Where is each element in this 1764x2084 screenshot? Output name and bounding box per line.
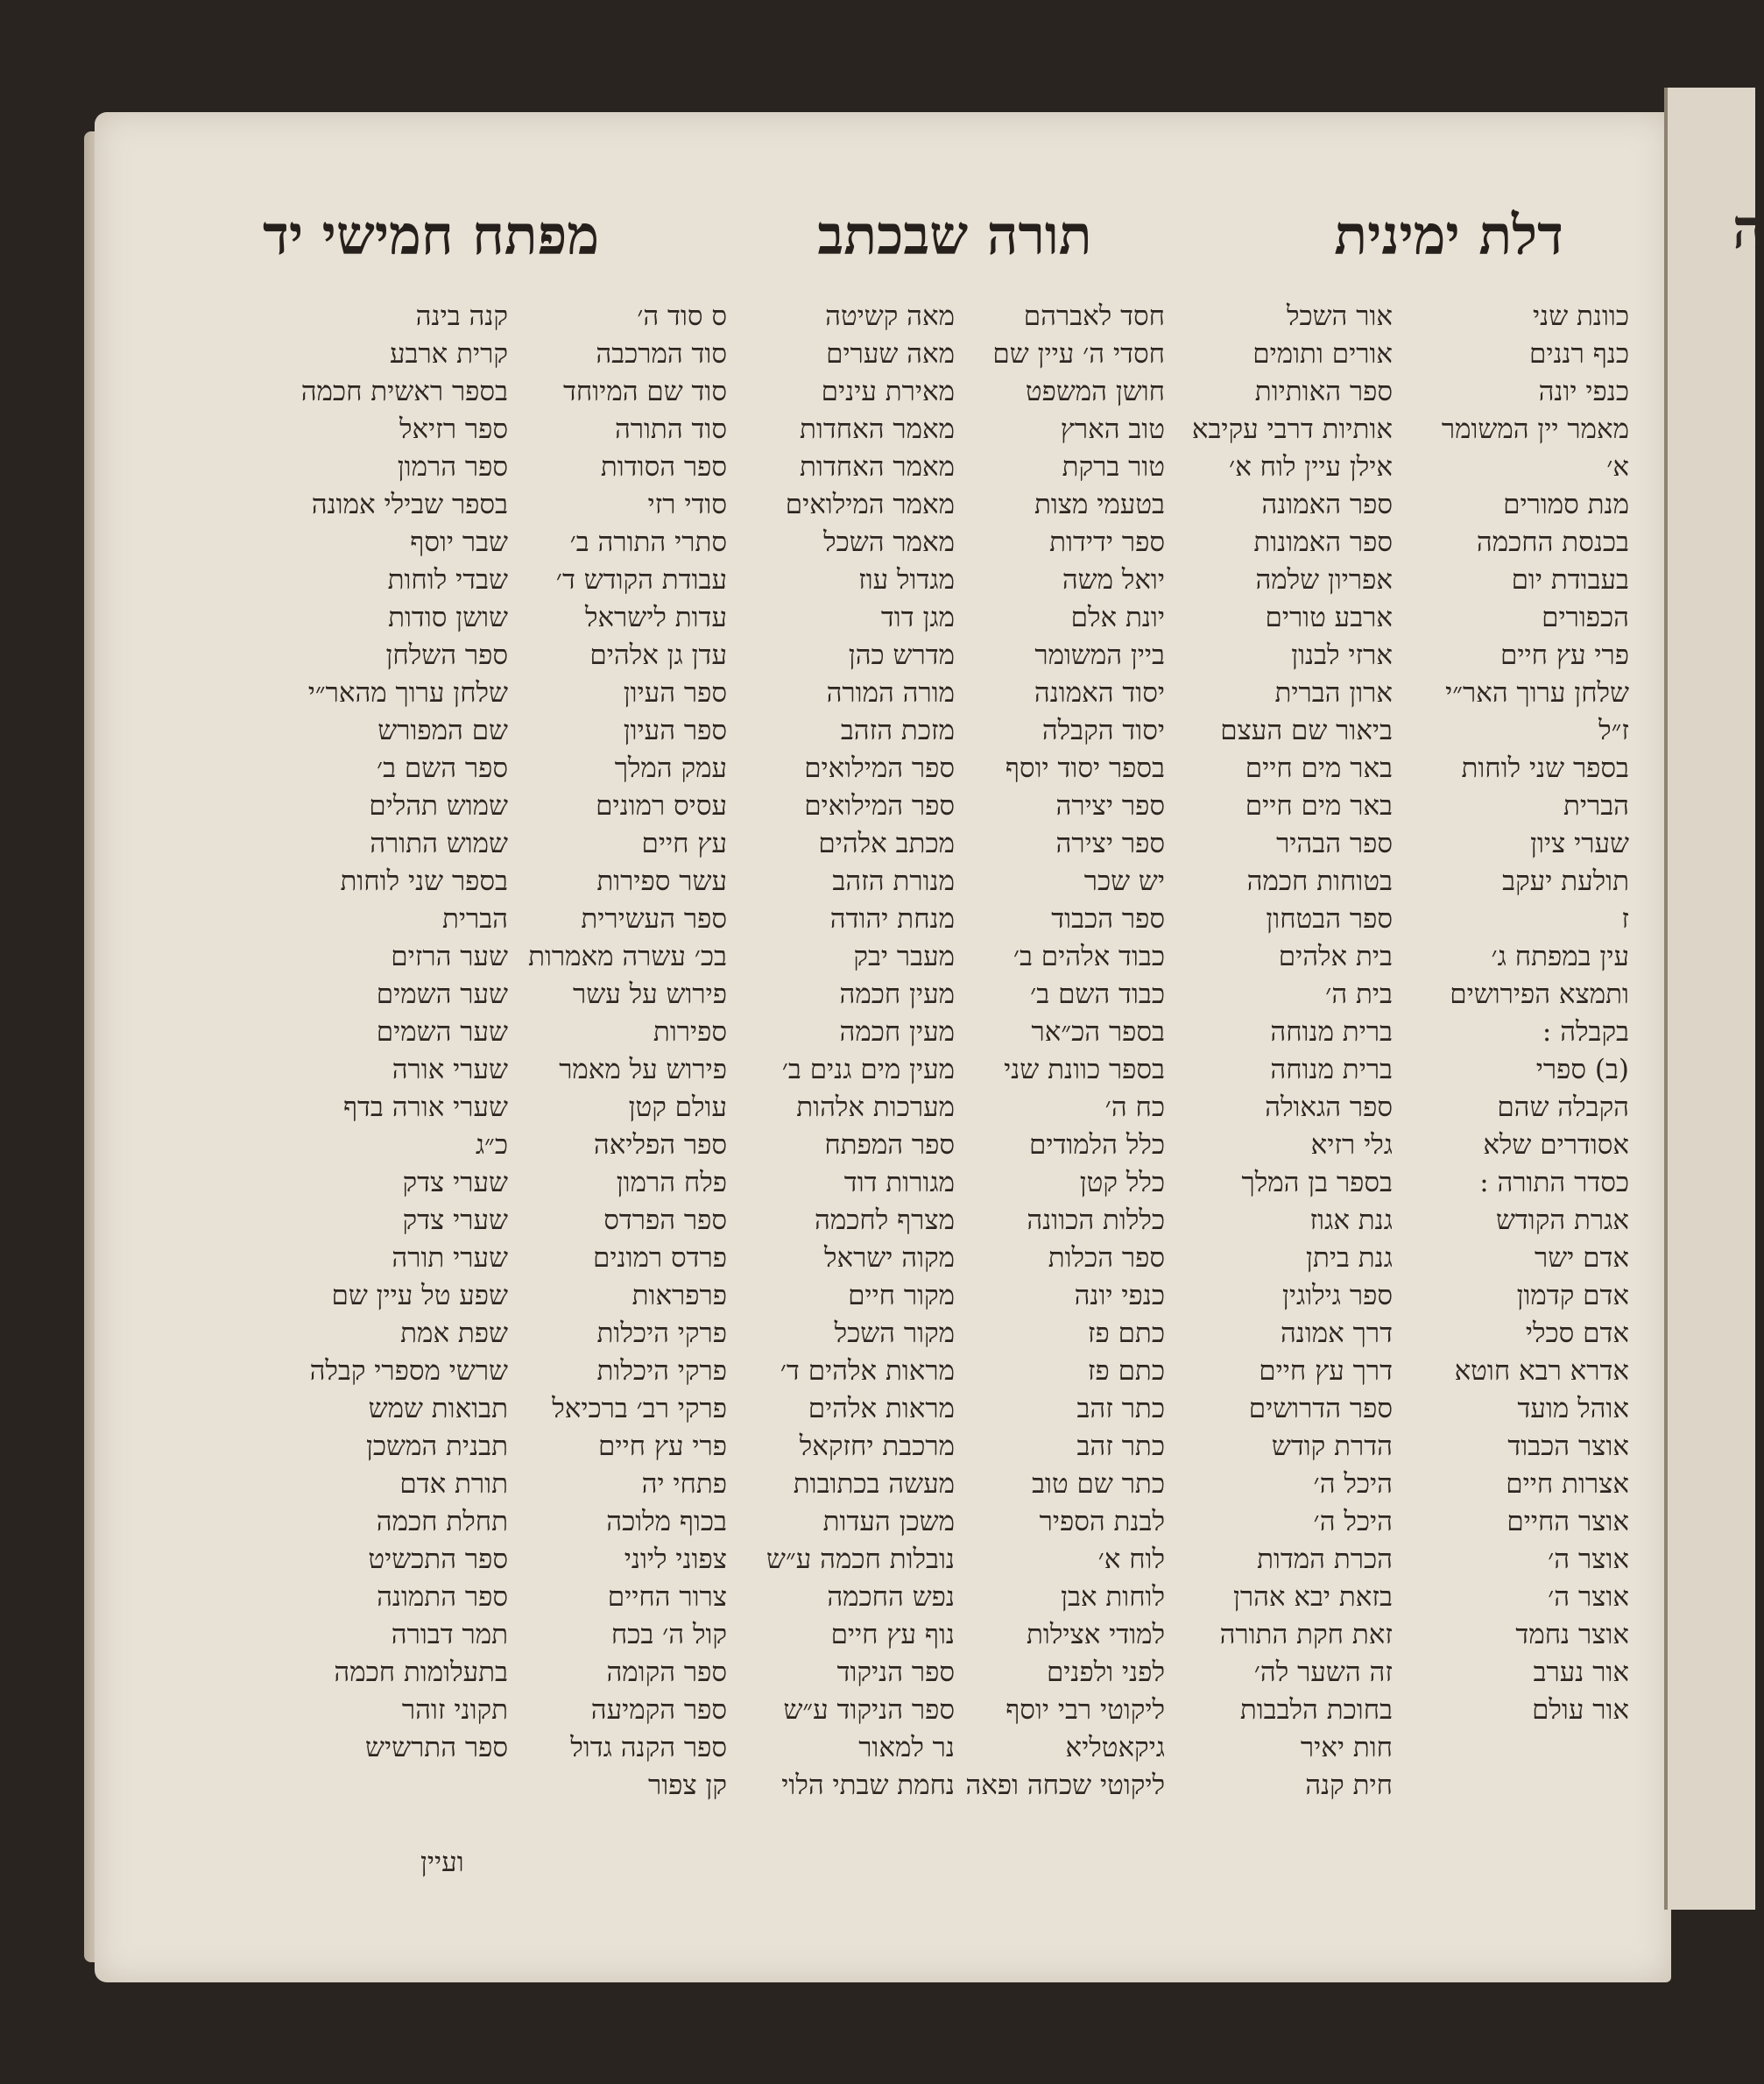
entry: שערי צדק bbox=[402, 1167, 508, 1198]
entry: מצרף לחכמה bbox=[815, 1204, 955, 1236]
entry: הדרת קודש bbox=[1271, 1431, 1393, 1462]
entry: דרך אמונה bbox=[1280, 1318, 1393, 1349]
entry: ספר הניקוד bbox=[836, 1657, 955, 1688]
entry: צפוני ליוני bbox=[624, 1544, 727, 1575]
entry: בטעמי מצות bbox=[1034, 489, 1165, 520]
entry: למודי אצילות bbox=[1026, 1619, 1165, 1650]
entry: חות יאיר bbox=[1300, 1732, 1393, 1763]
entry: קול ה׳ בכח bbox=[610, 1619, 727, 1650]
entry: ספר יצירה bbox=[1055, 790, 1165, 822]
entry: עמק המלך bbox=[614, 752, 727, 784]
entry: ספר הכבוד bbox=[1051, 903, 1165, 935]
entry: הברית bbox=[1563, 790, 1629, 822]
entry: גיקאטליא bbox=[1065, 1732, 1165, 1763]
entry: מעשה בכתובות bbox=[793, 1468, 955, 1500]
entry: שם המפורש bbox=[377, 715, 508, 746]
entry: מנת סמורים bbox=[1503, 489, 1629, 520]
column-1 bbox=[1384, 298, 1629, 1729]
entry: פרי עץ חיים bbox=[1500, 639, 1629, 671]
entry: ספר הסודות bbox=[600, 451, 727, 483]
entry: פרפראות bbox=[632, 1280, 727, 1311]
entry: מערכות אלהות bbox=[796, 1091, 955, 1123]
header-center: תורה שבכתב bbox=[817, 203, 1092, 267]
entry: מאמר יין המשומר bbox=[1441, 413, 1629, 445]
entry: שלחן ערוך מהאר״י bbox=[307, 677, 508, 709]
entry: ברית מנוחה bbox=[1270, 1016, 1393, 1048]
entry: אור עולם bbox=[1532, 1694, 1629, 1726]
entry: ספר השם ב׳ bbox=[376, 752, 508, 784]
entry: ביין המשומר bbox=[1034, 639, 1165, 671]
entry: ספירות bbox=[653, 1016, 727, 1048]
entry: באר מים חיים bbox=[1245, 752, 1393, 784]
entry: כתר שם טוב bbox=[1032, 1468, 1165, 1500]
entry: אוצר ה׳ bbox=[1548, 1581, 1629, 1613]
entry: ספר הגאולה bbox=[1265, 1091, 1393, 1123]
entry: מאמר האחדות bbox=[800, 413, 955, 445]
entry: מדרש כהן bbox=[848, 639, 955, 671]
entry: תמר דבורה bbox=[391, 1619, 508, 1650]
entry: שער השמים bbox=[376, 1016, 508, 1048]
entry: כתר זהב bbox=[1076, 1431, 1165, 1462]
entry: מראות אלהים ד׳ bbox=[780, 1355, 955, 1387]
adjacent-page bbox=[1664, 88, 1755, 1910]
entry: קרית ארבע bbox=[389, 338, 508, 370]
entry: לפני ולפנים bbox=[1046, 1657, 1165, 1688]
entry: ז bbox=[1621, 903, 1629, 935]
entry: ספר האמונה bbox=[1261, 489, 1393, 520]
entry: אפריון שלמה bbox=[1255, 564, 1393, 596]
entry: יסוד הקבלה bbox=[1041, 715, 1165, 746]
entry: סוד התורה bbox=[614, 413, 727, 445]
entry: מקור השכל bbox=[834, 1318, 955, 1349]
entry: שמוש התורה bbox=[370, 828, 508, 859]
entry: אוצר הכבוד bbox=[1507, 1431, 1629, 1462]
entry: הכפורים bbox=[1542, 602, 1629, 633]
column-4 bbox=[718, 298, 955, 1805]
entry: מעין חכמה bbox=[839, 978, 955, 1010]
entry: אורים ותומים bbox=[1252, 338, 1393, 370]
entry: שושן סודות bbox=[388, 602, 508, 633]
entry: פרי עץ חיים bbox=[598, 1431, 727, 1462]
entry: ספר הקנה גדול bbox=[570, 1732, 727, 1763]
entry: יש שכר bbox=[1083, 865, 1165, 897]
entry: תולעת יעקב bbox=[1502, 865, 1629, 897]
entry: פרקי היכלות bbox=[596, 1318, 727, 1349]
entry: מקור חיים bbox=[848, 1280, 955, 1311]
entry: שפת אמת bbox=[400, 1318, 508, 1349]
entry: כתם פז bbox=[1087, 1355, 1165, 1387]
entry: ספר רזיאל bbox=[399, 413, 508, 445]
entry: זאת חקת התורה bbox=[1219, 1619, 1393, 1650]
entry: מגן דוד bbox=[880, 602, 955, 633]
entry: בספר שני לוחות bbox=[1461, 752, 1629, 784]
entry: שערי ציון bbox=[1530, 828, 1629, 859]
entry: יסוד האמונה bbox=[1034, 677, 1165, 709]
entry: בקבלה : bbox=[1542, 1016, 1629, 1048]
entry: עין במפתח ג׳ bbox=[1491, 941, 1629, 972]
entry: הברית bbox=[441, 903, 508, 935]
entry: (ב) ספרי bbox=[1535, 1054, 1629, 1085]
entry: שער הרזים bbox=[391, 941, 508, 972]
entry: זה השער לה׳ bbox=[1253, 1657, 1393, 1688]
entry: נר למאור bbox=[858, 1732, 955, 1763]
column-6 bbox=[272, 298, 508, 1767]
entry: כתר זהב bbox=[1076, 1393, 1165, 1424]
entry: ליקוטי שכחה ופאה bbox=[965, 1770, 1165, 1801]
catchword: ועיין bbox=[420, 1847, 464, 1878]
entry: ספר הדרושים bbox=[1248, 1393, 1393, 1424]
entry: כ״ג bbox=[475, 1129, 508, 1161]
entry: ספר התמונה bbox=[377, 1581, 508, 1613]
entry: לוח א׳ bbox=[1097, 1544, 1165, 1575]
entry: קן צפור bbox=[648, 1770, 727, 1801]
entry: פרדס רמונים bbox=[593, 1242, 727, 1274]
entry: כסדר התורה : bbox=[1479, 1167, 1629, 1198]
entry: ותמצא הפירושים bbox=[1450, 978, 1629, 1010]
entry: ספר המילואים bbox=[804, 790, 955, 822]
entry: מאירת עינים bbox=[821, 376, 955, 407]
entry: חית קנה bbox=[1305, 1770, 1393, 1801]
entry: תבנית המשכן bbox=[365, 1431, 508, 1462]
entry: חסד לאברהם bbox=[1023, 300, 1165, 332]
entry: עבודת הקודש ד׳ bbox=[555, 564, 727, 596]
entry: כנפי יונה bbox=[1074, 1280, 1165, 1311]
entry: אסודרים שלא bbox=[1483, 1129, 1629, 1161]
entry: ביאור שם העצם bbox=[1220, 715, 1393, 746]
entry: סתרי התורה ב׳ bbox=[569, 526, 727, 558]
entry: בספר ראשית חכמה bbox=[300, 376, 508, 407]
entry: מזכת הזהב bbox=[840, 715, 955, 746]
entry: פרקי רב׳ ברכיאל bbox=[552, 1393, 727, 1424]
entry: הקבלה שהם bbox=[1497, 1091, 1629, 1123]
entry: תחלת חכמה bbox=[376, 1506, 508, 1537]
entry: בספר הכ״אר bbox=[1031, 1016, 1165, 1048]
entry: ספר גילוגין bbox=[1281, 1280, 1393, 1311]
entry: ספר הרמון bbox=[397, 451, 508, 483]
entry: ספר התרשיש bbox=[365, 1732, 508, 1763]
entry: ספר האותיות bbox=[1254, 376, 1393, 407]
entry: עדן גן אלהים bbox=[589, 639, 727, 671]
entry: ברית מנוחה bbox=[1270, 1054, 1393, 1085]
entry: ס סוד ה׳ bbox=[637, 300, 727, 332]
column-2 bbox=[1147, 298, 1393, 1805]
entry: שפע טל עיין שם bbox=[331, 1280, 508, 1311]
entry: ארון הברית bbox=[1274, 677, 1393, 709]
entry: ספר העיון bbox=[623, 677, 727, 709]
entry: מרכבת יחזקאל bbox=[799, 1431, 955, 1462]
entry: כבוד השם ב׳ bbox=[1030, 978, 1165, 1010]
entry: היכל ה׳ bbox=[1313, 1468, 1393, 1500]
entry: אילן עיין לוח א׳ bbox=[1229, 451, 1393, 483]
entry: אדם ישר bbox=[1534, 1242, 1629, 1274]
entry: ספר הבהיר bbox=[1276, 828, 1393, 859]
entry: מאמר השכל bbox=[823, 526, 955, 558]
entry: בכוף מלוכה bbox=[606, 1506, 727, 1537]
entry: שבדי לוחות bbox=[387, 564, 508, 596]
entry: ספר הכלות bbox=[1048, 1242, 1165, 1274]
entry: ספר הקומה bbox=[606, 1657, 727, 1688]
entry: מגדול עוז bbox=[858, 564, 955, 596]
entry: כלל קטן bbox=[1079, 1167, 1165, 1198]
entry: שרשי מספרי קבלה bbox=[309, 1355, 508, 1387]
entry: עולם קטן bbox=[628, 1091, 727, 1123]
entry: אוצר נחמד bbox=[1515, 1619, 1629, 1650]
entry: סוד המרכבה bbox=[596, 338, 727, 370]
entry: בית אלהים bbox=[1278, 941, 1393, 972]
entry: כבוד אלהים ב׳ bbox=[1013, 941, 1165, 972]
entry: שערי צדק bbox=[402, 1204, 508, 1236]
entry: א׳ bbox=[1606, 451, 1629, 483]
entry: הכרת המדות bbox=[1257, 1544, 1393, 1575]
entry: פירוש על מאמר bbox=[559, 1054, 727, 1085]
entry: שמוש תהלים bbox=[369, 790, 508, 822]
column-3 bbox=[937, 298, 1165, 1805]
entry: תורת אדם bbox=[399, 1468, 508, 1500]
entry: מעין חכמה bbox=[839, 1016, 955, 1048]
entry: ספר הבטחון bbox=[1266, 903, 1393, 935]
entry: אדם קדמון bbox=[1516, 1280, 1629, 1311]
entry: קנה בינה bbox=[415, 300, 508, 332]
entry: שבר יוסף bbox=[410, 526, 508, 558]
entry: שערי אורה bbox=[392, 1054, 508, 1085]
entry: באר מים חיים bbox=[1245, 790, 1393, 822]
entry: משכן העדות bbox=[822, 1506, 955, 1537]
entry: נחמת שבתי הלוי bbox=[781, 1770, 955, 1801]
entry: מעבר יבק bbox=[853, 941, 955, 972]
entry: מנורת הזהב bbox=[832, 865, 955, 897]
entry: בכ׳ עשרה מאמרות bbox=[528, 941, 727, 972]
entry: ספר יצירה bbox=[1055, 828, 1165, 859]
entry: אור השכל bbox=[1286, 300, 1393, 332]
entry: גלי רזיא bbox=[1310, 1129, 1393, 1161]
entry: לוחות אבן bbox=[1061, 1581, 1165, 1613]
entry: ספר העיון bbox=[623, 715, 727, 746]
adjacent-page-text: ה bbox=[1732, 197, 1764, 261]
entry: אגרת הקודש bbox=[1495, 1204, 1629, 1236]
entry: מעין מים גנים ב׳ bbox=[781, 1054, 955, 1085]
entry: ז״ל bbox=[1598, 715, 1629, 746]
entry: מאה שערים bbox=[826, 338, 955, 370]
entry: עץ חיים bbox=[641, 828, 727, 859]
entry: מורה המורה bbox=[826, 677, 955, 709]
entry: אוצר החיים bbox=[1506, 1506, 1629, 1537]
entry: ספר הקמיעה bbox=[590, 1694, 727, 1726]
entry: עשר ספירות bbox=[596, 865, 727, 897]
entry: גנת אגוז bbox=[1309, 1204, 1393, 1236]
entry: חושן המשפט bbox=[1025, 376, 1165, 407]
header-right: דלת ימינית bbox=[1334, 203, 1563, 267]
header-left: מפתח חמישי יד bbox=[263, 203, 600, 267]
entry: אדרא רבא חוטא bbox=[1454, 1355, 1629, 1387]
entry: צרור החיים bbox=[607, 1581, 727, 1613]
entry: פתחי יה bbox=[641, 1468, 727, 1500]
entry: עדות לישראל bbox=[584, 602, 727, 633]
entry: נפש החכמה bbox=[827, 1581, 955, 1613]
entry: פלח הרמון bbox=[616, 1167, 727, 1198]
entry: כנף רננים bbox=[1528, 338, 1629, 370]
entry: שער השמים bbox=[376, 978, 508, 1010]
entry: חסדי ה׳ עיין שם bbox=[992, 338, 1165, 370]
entry: בעבודת יום bbox=[1511, 564, 1629, 596]
entry: כתם פז bbox=[1087, 1318, 1165, 1349]
entry: לבנת הספיר bbox=[1039, 1506, 1165, 1537]
entry: אדם סכלי bbox=[1525, 1318, 1629, 1349]
entry: בספר שבילי אמונה bbox=[311, 489, 508, 520]
entry: ספר השלחן bbox=[385, 639, 508, 671]
entry: כח ה׳ bbox=[1104, 1091, 1165, 1123]
entry: פרקי היכלות bbox=[596, 1355, 727, 1387]
entry: בספר יסוד יוסף bbox=[1005, 752, 1165, 784]
entry: נוף עץ חיים bbox=[830, 1619, 955, 1650]
entry: מכתב אלהים bbox=[818, 828, 955, 859]
entry: עסיס רמונים bbox=[596, 790, 727, 822]
entry: כללות הכוונה bbox=[1027, 1204, 1165, 1236]
entry: ספר הפליאה bbox=[593, 1129, 727, 1161]
entry: בטוחות חכמה bbox=[1246, 865, 1393, 897]
entry: שערי תורה bbox=[392, 1242, 508, 1274]
entry: בספר בן המלך bbox=[1241, 1167, 1393, 1198]
entry: טור ברקת bbox=[1062, 451, 1165, 483]
entry: ספר האמונות bbox=[1253, 526, 1393, 558]
entry: כלל הלמודים bbox=[1028, 1129, 1165, 1161]
entry: ספר הניקוד ע״ש bbox=[783, 1694, 955, 1726]
entry: שערי אורה בדף bbox=[342, 1091, 508, 1123]
entry: בחוכת הלבבות bbox=[1239, 1694, 1393, 1726]
entry: ארבע טורים bbox=[1265, 602, 1393, 633]
entry: ארזי לבנון bbox=[1291, 639, 1393, 671]
entry: אוצר ה׳ bbox=[1548, 1544, 1629, 1575]
entry: היכל ה׳ bbox=[1313, 1506, 1393, 1537]
entry: תבואות שמש bbox=[368, 1393, 508, 1424]
entry: בספר שני לוחות bbox=[340, 865, 508, 897]
entry: סוד שם המיוחד bbox=[563, 376, 727, 407]
entry: דרך עץ חיים bbox=[1259, 1355, 1393, 1387]
entry: ספר המילואים bbox=[804, 752, 955, 784]
entry: אותיות דרבי עקיבא bbox=[1191, 413, 1393, 445]
entry: ליקוטי רבי יוסף bbox=[1005, 1694, 1165, 1726]
entry: מאה קשיטה bbox=[825, 300, 955, 332]
entry: ספר התכשיט bbox=[368, 1544, 508, 1575]
column-5 bbox=[490, 298, 727, 1805]
entry: יונת אלם bbox=[1070, 602, 1165, 633]
entry: בתעלומות חכמה bbox=[334, 1657, 508, 1688]
entry: מאמר המילואים bbox=[785, 489, 955, 520]
entry: בכנסת החכמה bbox=[1476, 526, 1629, 558]
entry: יואל משה bbox=[1062, 564, 1165, 596]
entry: ספר הפרדס bbox=[603, 1204, 727, 1236]
entry: גנת ביתן bbox=[1306, 1242, 1393, 1274]
entry: מגורות דוד bbox=[843, 1167, 955, 1198]
entry: נובלות חכמה ע״ש bbox=[766, 1544, 955, 1575]
entry: ספר המפתח bbox=[824, 1129, 955, 1161]
entry: בית ה׳ bbox=[1325, 978, 1393, 1010]
entry: מנחת יהודה bbox=[829, 903, 955, 935]
entry: תקוני זוהר bbox=[401, 1694, 508, 1726]
entry: כנפי יונה bbox=[1538, 376, 1629, 407]
entry: בספר כוונת שני bbox=[1004, 1054, 1165, 1085]
entry: טוב הארץ bbox=[1060, 413, 1165, 445]
entry: אור נערב bbox=[1533, 1657, 1629, 1688]
entry: אצרות חיים bbox=[1506, 1468, 1629, 1500]
entry: סודי רזי bbox=[647, 489, 727, 520]
entry: ספר ידידות bbox=[1049, 526, 1165, 558]
entry: כוונת שני bbox=[1532, 300, 1629, 332]
entry: מאמר האחדות bbox=[800, 451, 955, 483]
entry: בזאת יבא אהרן bbox=[1232, 1581, 1393, 1613]
entry: שלחן ערוך האר״י bbox=[1445, 677, 1629, 709]
entry: מראות אלהים bbox=[808, 1393, 955, 1424]
entry: אוהל מועד bbox=[1517, 1393, 1629, 1424]
entry: מקוה ישראל bbox=[824, 1242, 955, 1274]
entry: פירוש על עשר bbox=[573, 978, 727, 1010]
entry: ספר העשירית bbox=[581, 903, 727, 935]
